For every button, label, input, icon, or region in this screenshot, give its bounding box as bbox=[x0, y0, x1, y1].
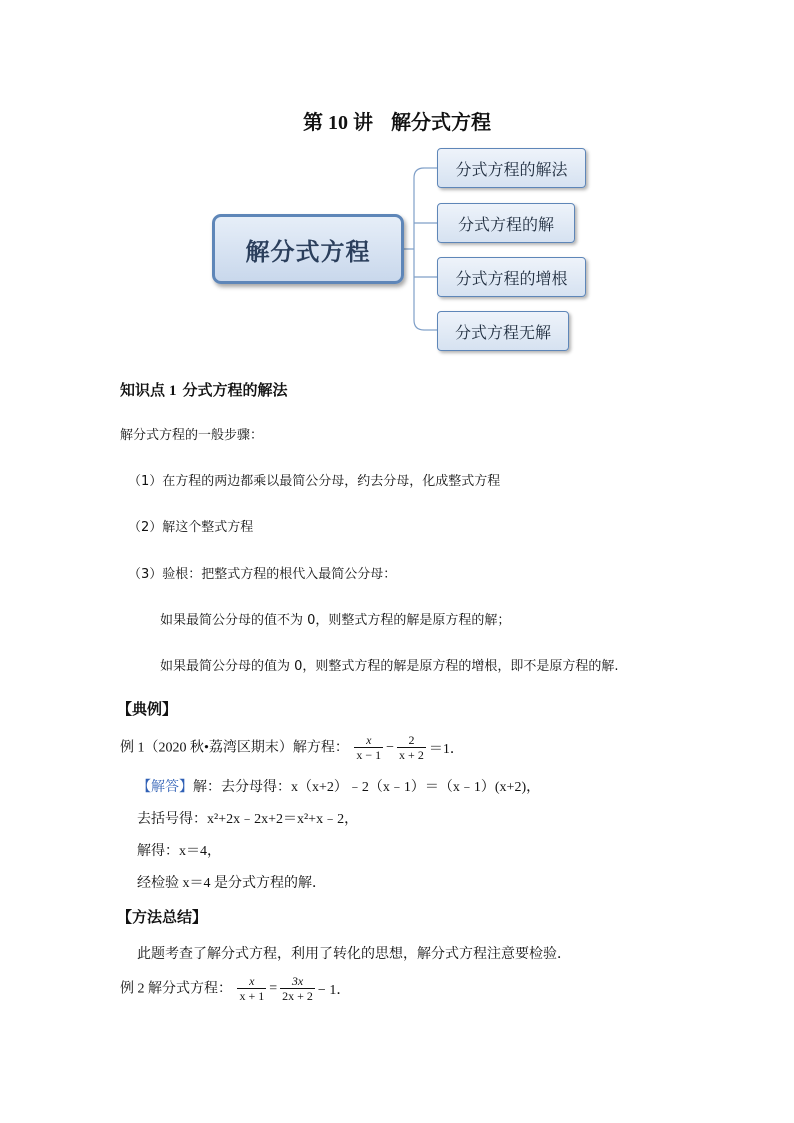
step-1: （1）在方程的两边都乘以最简公分母，约去分母，化成整式方程 bbox=[128, 474, 501, 489]
fraction-1-denominator: x − 1 bbox=[356, 748, 382, 762]
answer-line-1: 解：去分母得：x（x+2）﹣2（x﹣1）＝（x﹣1）(x+2)， bbox=[193, 780, 541, 795]
step-3-note-1: 如果最简公分母的值不为 0，则整式方程的解是原方程的解； bbox=[160, 613, 511, 628]
lecture-number: 第 10 讲 bbox=[303, 112, 373, 134]
step-3: （3）验根：把整式方程的根代入最简公分母： bbox=[128, 567, 397, 582]
mindmap-node-solution: 分式方程的解 bbox=[437, 203, 575, 243]
example-1-answer-line-2: 去括号得：x²+2x﹣2x+2＝x²+x﹣2， bbox=[137, 812, 359, 827]
lecture-topic: 解分式方程 bbox=[391, 112, 491, 134]
mindmap-node-no-solution: 分式方程无解 bbox=[437, 311, 569, 351]
example-2-rhs: − 1． bbox=[317, 982, 351, 998]
mindmap-node-solution-method: 分式方程的解法 bbox=[437, 148, 586, 188]
ex2-fraction-1-numerator: x bbox=[249, 974, 255, 988]
example-1-answer-line-1 bbox=[137, 776, 540, 796]
mindmap-root: 解分式方程 bbox=[212, 214, 404, 284]
ex2-fraction-2-numerator: 3x bbox=[291, 974, 304, 988]
ex2-fraction-2-denominator: 2x + 2 bbox=[282, 989, 313, 1003]
example-1-fraction-1 bbox=[354, 733, 383, 762]
example-2-problem bbox=[120, 974, 352, 1003]
example-2-fraction-2 bbox=[280, 974, 315, 1003]
example-2-prefix: 例 2 解分式方程： bbox=[120, 981, 232, 997]
section-heading-prefix: 知识点 bbox=[120, 381, 166, 399]
section-heading bbox=[120, 379, 288, 400]
example-2-fraction-1 bbox=[237, 974, 266, 1003]
example-1-prefix: 例 1（2020 秋•荔湾区期末）解方程： bbox=[120, 740, 349, 756]
mindmap-connectors bbox=[0, 0, 794, 400]
fraction-2-denominator: x + 2 bbox=[399, 748, 424, 762]
mindmap-node-extraneous-root: 分式方程的增根 bbox=[437, 257, 586, 297]
method-summary: 此题考查了解分式方程，利用了转化的思想，解分式方程注意要检验． bbox=[137, 947, 571, 962]
answer-tag: 【解答】 bbox=[137, 780, 193, 795]
ex2-fraction-1-denominator: x + 1 bbox=[239, 989, 265, 1003]
fraction-2-numerator: 2 bbox=[408, 733, 415, 747]
example-1-problem bbox=[120, 733, 466, 762]
equals-sign: = bbox=[269, 980, 278, 996]
step-3-note-2: 如果最简公分母的值为 0，则整式方程的解是原方程的增根，即不是原方程的解. bbox=[160, 659, 619, 674]
step-2: （2）解这个整式方程 bbox=[128, 520, 254, 535]
fraction-1-numerator: x bbox=[366, 733, 372, 747]
example-1-answer-line-3: 解得：x＝4， bbox=[137, 844, 221, 859]
method-heading: 【方法总结】 bbox=[117, 908, 208, 926]
section-heading-number: 1 bbox=[169, 383, 177, 399]
example-1-rhs: ＝1． bbox=[428, 741, 464, 757]
example-1-fraction-2 bbox=[397, 733, 426, 762]
steps-intro: 解分式方程的一般步骤： bbox=[120, 428, 264, 443]
connector-trunk bbox=[414, 168, 424, 330]
example-1-answer-line-4: 经检验 x＝4 是分式方程的解． bbox=[137, 876, 326, 891]
minus-sign: − bbox=[386, 739, 395, 755]
section-heading-title: 分式方程的解法 bbox=[182, 381, 288, 399]
example-heading: 【典例】 bbox=[117, 700, 178, 718]
